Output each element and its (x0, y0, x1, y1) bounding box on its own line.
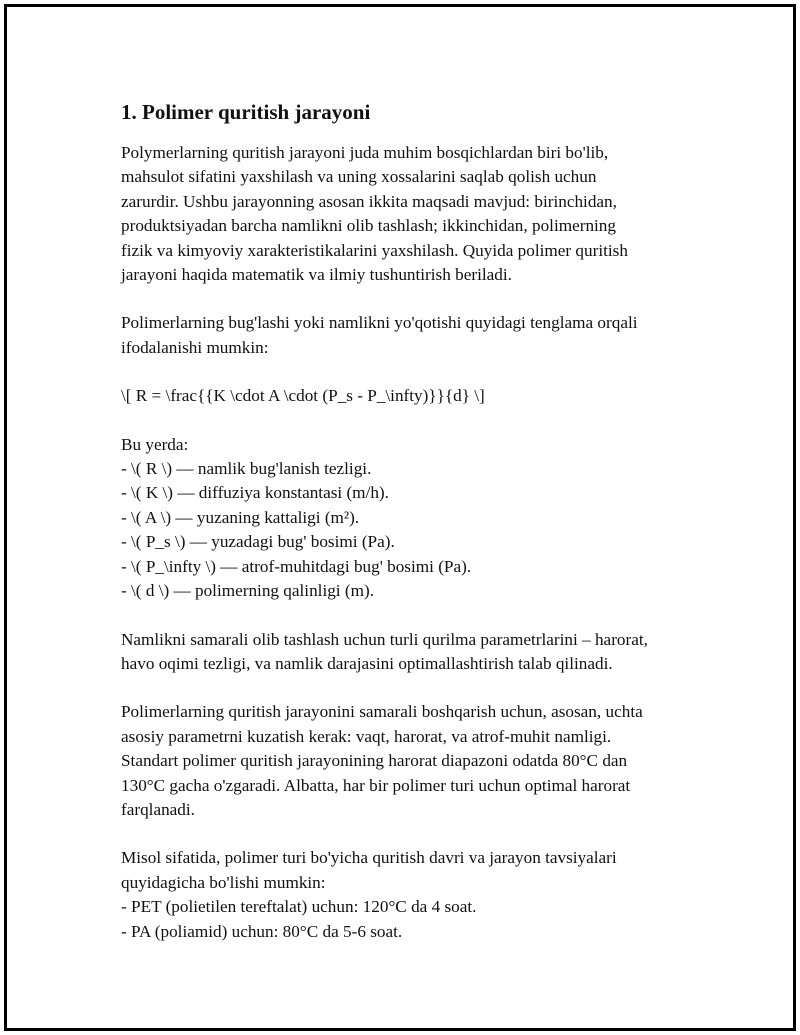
text-line: jarayoni haqida matematik va ilmiy tushuntirish beriladi. (121, 265, 512, 285)
definitions-list (121, 433, 711, 604)
parameters-paragraph (121, 628, 711, 677)
section-title: 1. Polimer quritish jarayoni (121, 100, 371, 124)
document-body (121, 99, 711, 944)
example-item: - PET (polietilen tereftalat) uchun: 120°C da 4 soat. (121, 897, 477, 917)
text-line: ifodalanishi mumkin: (121, 337, 269, 357)
text-line: produktsiyadan barcha namlikni olib tashlash; ikkinchidan, polimerning (121, 216, 616, 236)
text-line: Polimerlarning bug'lashi yoki namlikni yo'qotishi quyidagi tenglama orqali (121, 313, 638, 333)
text-line: quyidagicha bo'lishi mumkin: (121, 872, 326, 892)
paragraph-gap (121, 822, 711, 846)
paragraph-gap (121, 360, 711, 384)
definition-item: - \( A \) — yuzaning kattaligi (m²). (121, 507, 360, 527)
paragraph-gap (121, 676, 711, 700)
examples-paragraph (121, 846, 711, 944)
text-line: havo oqimi tezligi, va namlik darajasini optimallashtirish talab qilinadi. (121, 653, 613, 673)
paragraph-gap (121, 409, 711, 433)
definition-item: - \( P_\infty \) — atrof-muhitdagi bug' bosimi (Pa). (121, 556, 472, 576)
text-line: Polymerlarning quritish jarayoni juda muhim bosqichlardan biri bo'lib, (121, 143, 609, 162)
equation-intro-paragraph (121, 311, 711, 360)
text-line: Standart polimer quritish jarayonining harorat diapazoni odatda 80°C dan (121, 751, 628, 771)
text-line: Namlikni samarali olib tashlash uchun turli qurilma parametrlarini – harorat, (121, 629, 648, 649)
page-frame (4, 4, 796, 1031)
definition-item: - \( R \) — namlik bug'lanish tezligi. (121, 459, 372, 479)
formula-text: \[ R = \frac{{K \cdot A \cdot (P_s - P_\infty)}}{d} \] (121, 386, 485, 406)
paragraph-gap (121, 287, 711, 311)
text-line: asosiy parametrni kuzatish kerak: vaqt, harorat, va atrof-muhit namligi. (121, 726, 612, 746)
intro-paragraph (121, 141, 711, 287)
definition-item: - \( K \) — diffuziya konstantasi (m/h). (121, 483, 389, 503)
text-line: Misol sifatida, polimer turi bo'yicha quritish davri va jarayon tavsiyalari (121, 848, 617, 868)
definition-item: - \( P_s \) — yuzadagi bug' bosimi (Pa). (121, 532, 395, 552)
definition-item: - \( d \) — polimerning qalinligi (m). (121, 581, 374, 601)
text-line: 130°C gacha o'zgaradi. Albatta, har bir polimer turi uchun optimal harorat (121, 775, 631, 795)
control-paragraph (121, 700, 711, 822)
text-line: fizik va kimyoviy xarakteristikalarini yaxshilash. Quyida polimer quritish (121, 240, 628, 260)
formula (121, 384, 711, 408)
example-item: - PA (poliamid) uchun: 80°C da 5-6 soat. (121, 921, 403, 941)
definitions-heading: Bu yerda: (121, 434, 189, 454)
text-line: Polimerlarning quritish jarayonini samarali boshqarish uchun, asosan, uchta (121, 702, 643, 722)
text-line: zarurdir. Ushbu jarayonning asosan ikkita maqsadi mavjud: birinchidan, (121, 191, 617, 211)
text-line: farqlanadi. (121, 799, 195, 819)
text-line: mahsulot sifatini yaxshilash va uning xossalarini saqlab qolish uchun (121, 167, 597, 187)
paragraph-gap (121, 604, 711, 628)
